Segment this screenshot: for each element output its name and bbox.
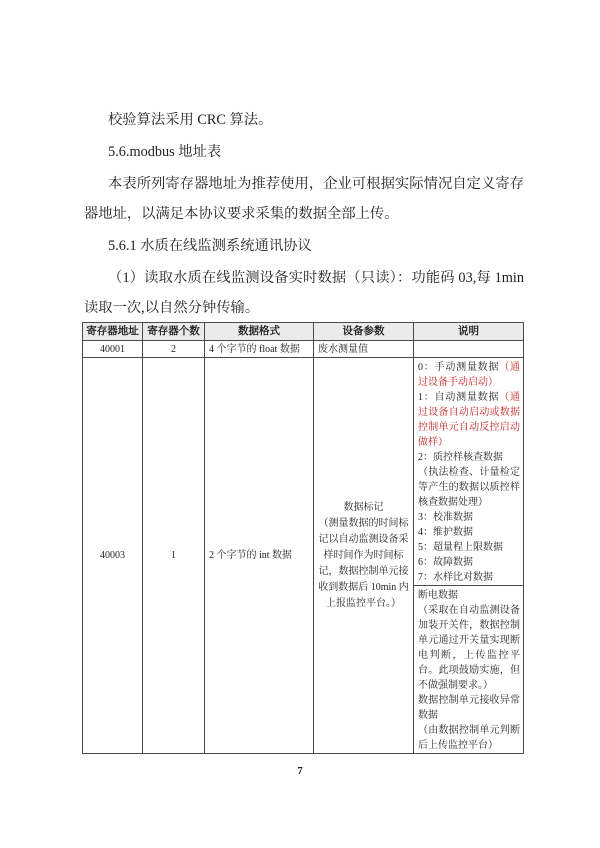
flag-item-1: 1：自动测量数据（通过设备自动启动或数据控制单元自动反控启动做样） [418,392,521,448]
cell-format-40001: 4 个字节的 float 数据 [205,341,314,358]
abnormal-data-title: 数据控制单元接收异常数据 [418,695,520,721]
cell-format-40003: 2 个字节的 int 数据 [205,358,314,754]
body-text [84,105,524,325]
flag-item-5: 5：超量程上限数据 [418,542,503,553]
cell-note-power-off [414,586,524,754]
flag-item-0: 0：手动测量数据（通过设备手动启动） [418,362,521,388]
paragraph-register-note: 本表所列寄存器地址为推荐使用，企业可根据实际情况自定义寄存器地址，以满足本协议要求采集的数据全部上传。 [84,176,524,222]
power-off-title: 断电数据 [418,590,458,601]
col-header-device-param: 设备参数 [314,323,414,341]
heading-modbus-address-table: 5.6.modbus 地址表 [108,144,222,160]
modbus-address-table [82,322,524,754]
flag-item-2: 2：质控样核查数据 [418,452,503,463]
flag-item-3: 3：校准数据 [418,512,473,523]
flag-item-1-red-note: （通过设备自动启动或数据控制单元自动反控启动做样） [418,392,521,448]
page-number: 7 [297,766,303,777]
cell-param-40001: 废水测量值 [314,341,414,358]
table-row-40001 [83,341,524,358]
heading-section-5-6-1: 5.6.1 水质在线监测系统通讯协议 [108,238,312,254]
table-header-row [83,323,524,341]
col-header-description: 说明 [414,323,524,341]
paragraph-read-realtime: （1）读取水质在线监测设备实时数据（只读）：功能码 03,每 1min 读取一次,以自然分钟传输。 [84,270,524,316]
col-header-register-address: 寄存器地址 [83,323,143,341]
flag-item-6: 6：故障数据 [418,557,473,568]
flag-item-0-red-note: （通过设备手动启动） [418,362,521,388]
table-row-40003 [83,358,524,586]
power-off-description: （采取在自动监测设备加装开关件，数据控制单元通过开关量实现断电判断，上传监控平台。此项鼓励实施，但不做强制要求。） [418,605,520,691]
cell-address-40003: 40003 [83,358,143,754]
flag-item-7: 7：水样比对数据 [418,572,493,583]
col-header-register-count: 寄存器个数 [143,323,205,341]
cell-address-40001: 40001 [83,341,143,358]
col-header-data-format: 数据格式 [205,323,314,341]
cell-note-40001 [414,341,524,358]
cell-param-40003 [314,358,414,754]
abnormal-data-description: （由数据控制单元判断后上传监控平台） [418,725,520,751]
data-flag-description: （测量数据的时间标记以自动监测设备采样时间作为时间标记，数据控制单元接收到数据后 10min 内上报监控平台。） [318,517,409,609]
flag-item-2-note: （执法检查、计量检定等产生的数据以质控样核查数据处理） [418,467,520,508]
cell-count-40003: 1 [143,358,205,754]
cell-note-data-flags [414,358,524,586]
paragraph-crc: 校验算法采用 CRC 算法。 [108,112,273,128]
cell-count-40001: 2 [143,341,205,358]
data-flag-title: 数据标记 [343,501,384,513]
flag-item-4: 4：维护数据 [418,527,473,538]
